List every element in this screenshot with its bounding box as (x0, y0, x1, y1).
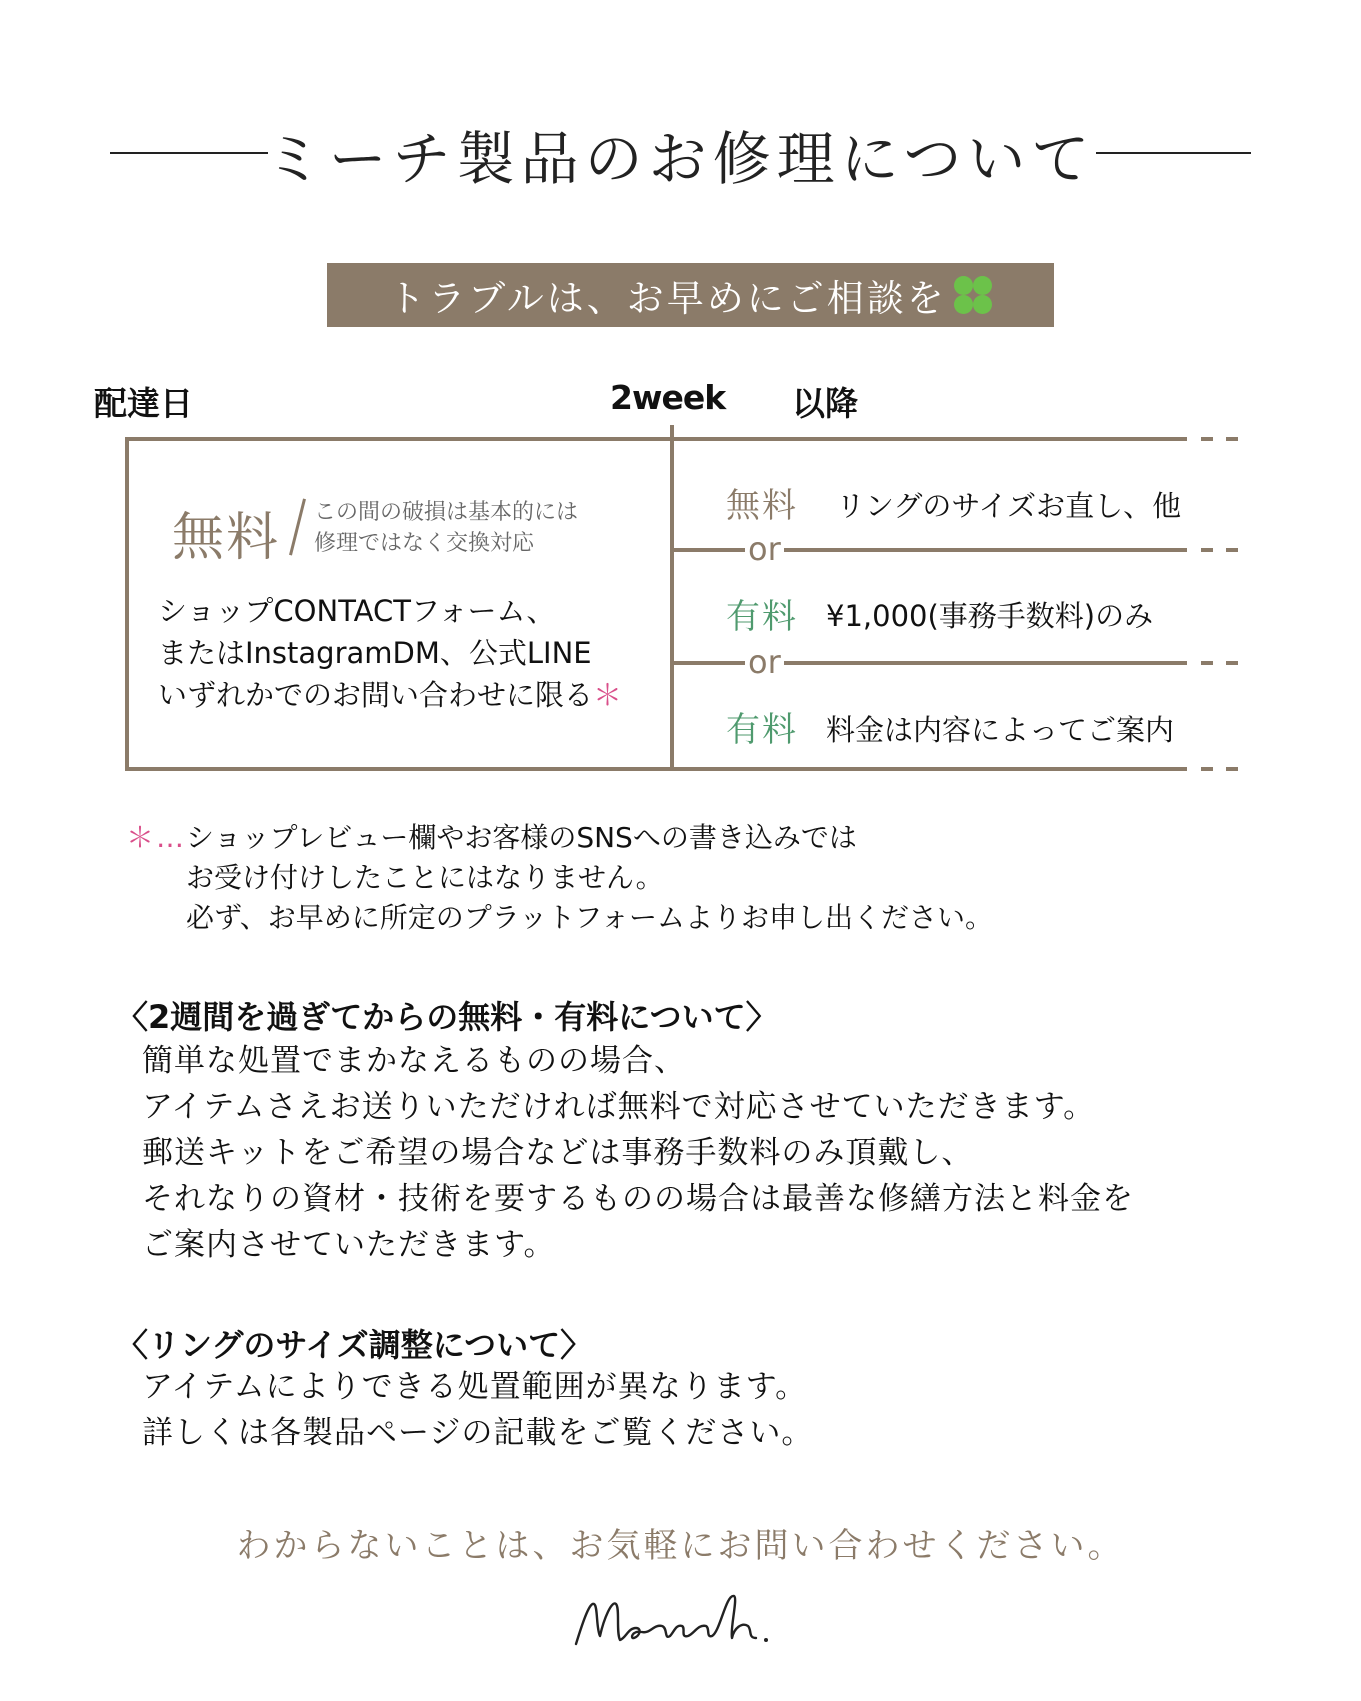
dash-row2-1 (1201, 661, 1213, 665)
contact-line-3 (158, 674, 622, 716)
asterisk-mark: ＊ (593, 678, 623, 712)
note-line-1 (126, 818, 993, 858)
free-period-note (314, 497, 578, 559)
title-rule-left (110, 152, 268, 154)
timeline-mid-label: 2week (610, 378, 726, 417)
note-marker: ＊… (126, 821, 187, 854)
banner-text: トラブルは、お早めにご相談を (388, 277, 947, 320)
contact-line-3-text: いずれかでのお問い合わせに限る (158, 678, 594, 712)
brand-signature-logo (570, 1588, 790, 1658)
free-note-line-2: 修理ではなく交換対応 (314, 531, 535, 556)
free-period-tag: 無料 (172, 508, 281, 568)
section-2-body (142, 1364, 813, 1456)
contact-line-1: ショップCONTACTフォーム、 (158, 594, 556, 628)
row-3-desc: 料金は内容によってご案内 (826, 713, 1175, 747)
free-note-line-1: この間の破損は基本的には (314, 500, 579, 525)
dash-row1-2 (1226, 548, 1238, 552)
note-line-3: 必ず、お早めに所定のプラットフォームよりお申し出ください。 (186, 901, 993, 934)
dash-row1-1 (1201, 548, 1213, 552)
note-line-1-text: ショップレビュー欄やお客様のSNSへの書き込みでは (186, 821, 857, 854)
row-2-tag: 有料 (726, 597, 798, 637)
slash-divider (289, 498, 306, 555)
row-2-desc: ¥1,000(事務手数料)のみ (826, 599, 1154, 633)
section-1-heading: 〈2週間を過ぎてからの無料・有料について〉 (116, 998, 778, 1036)
section-1-line-2: アイテムさえお送りいただければ無料で対応させていただきます。 (142, 1089, 1096, 1125)
table-left-border (125, 437, 129, 771)
section-1-line-4: それなりの資材・技術を要するものの場合は最善な修繕方法と料金を (142, 1181, 1134, 1217)
closing-message: わからないことは、お気軽にお問い合わせください。 (236, 1526, 1125, 1566)
row-1-tag: 無料 (726, 486, 798, 526)
section-2-heading: 〈リングのサイズ調整について〉 (116, 1326, 593, 1364)
section-2-line-2: 詳しくは各製品ページの記載をご覧ください。 (142, 1415, 814, 1451)
section-2-line-1: アイテムによりできる処置範囲が異なります。 (142, 1369, 808, 1405)
dash-top-2 (1226, 437, 1238, 441)
page-title: ミーチ製品のお修理について (264, 125, 1096, 193)
section-1-body (142, 1038, 1134, 1268)
dash-row2-2 (1226, 661, 1238, 665)
section-1-line-3: 郵送キットをご希望の場合などは事務手数料のみ頂戴し、 (142, 1135, 974, 1171)
dash-top-1 (1201, 437, 1213, 441)
or-separator-1: or (745, 533, 784, 565)
table-top-border (125, 437, 1187, 441)
clover-icon (953, 275, 993, 315)
dash-bottom-1 (1201, 767, 1213, 771)
title-rule-right (1096, 152, 1251, 154)
note-line-2: お受け付けしたことにはなりません。 (186, 861, 664, 894)
table-bottom-border (125, 767, 1187, 771)
timeline-after-label: 以降 (792, 384, 858, 423)
contact-line-2: またはInstagramDM、公式LINE (158, 636, 592, 670)
banner (327, 263, 1054, 327)
row-1-desc: リングのサイズお直し、他 (836, 489, 1182, 523)
table-divider (670, 425, 674, 771)
contact-methods (158, 590, 622, 716)
section-1-line-1: 簡単な処置でまかなえるものの場合、 (142, 1043, 686, 1079)
or-separator-2: or (745, 646, 784, 678)
section-1-line-5: ご案内させていただきます。 (142, 1227, 556, 1263)
asterisk-note (126, 818, 993, 938)
row-3-tag: 有料 (726, 710, 798, 750)
dash-bottom-2 (1226, 767, 1238, 771)
timeline-start-label: 配達日 (94, 384, 193, 423)
